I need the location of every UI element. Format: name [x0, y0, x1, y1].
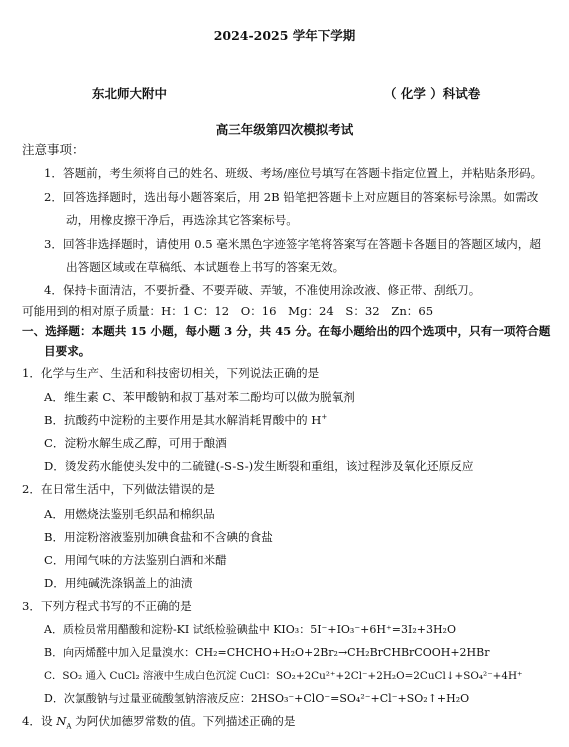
question-3-stem: 3．下列方程式书写的不正确的是: [22, 599, 192, 613]
question-1-option-b: [44, 412, 327, 428]
exam-title: 高三年级第四次模拟考试: [215, 122, 354, 137]
atomic-masses: 可能用到的相对原子质量：H：1 C：12 O：16 Mg：24 S：32 Zn：65: [22, 304, 434, 318]
avogadro-symbol: N: [56, 714, 67, 728]
question-2-stem: 2．在日常生活中，下列做法错误的是: [22, 482, 215, 496]
question-4-text: 为阿伏加德罗常数的值。下列描述正确的是: [71, 714, 296, 728]
avogadro-subscript: A: [66, 722, 72, 731]
question-2-option-c: C．用闻气味的方法鉴别白酒和米醋: [44, 553, 227, 567]
notice-item-1: 1．答题前，考生须将自己的姓名、班级、考场/座位号填写在答题卡指定位置上，并粘贴条形码。: [44, 166, 543, 180]
section-1-heading: 一、选择题：本题共 15 小题，每小题 3 分，共 45 分。在每小题给出的四个选项中，只有一项符合题: [22, 324, 551, 338]
question-3-option-b: B．向丙烯醛中加入足量溴水：CH₂=CHCHO+H₂O+2Br₂→CH₂BrCHBrCOOH+2HBr: [44, 646, 490, 659]
notice-title: 注意事项：: [22, 142, 85, 157]
notice-item-3: 3．回答非选择题时，请使用 0.5 毫米黑色字迹签字笔将答案写在答题卡各题目的答题区域内，超: [44, 237, 541, 251]
question-2-option-a: A．用燃烧法鉴别毛织品和棉织品: [44, 507, 215, 521]
question-2-option-d: D．用纯碱洗涤锅盖上的油渍: [44, 576, 193, 590]
term-title: 2024-2025 学年下学期: [213, 28, 356, 43]
question-3-option-d: D．次氯酸钠与过量亚硫酸氢钠溶液反应：2HSO₃⁻+ClO⁻=SO₄²⁻+Cl⁻+SO₂↑+H₂O: [44, 692, 470, 705]
notice-item-2: 2．回答选择题时，选出每小题答案后，用 2B 铅笔把答题卡上对应题目的答案标号涂黑。如需改: [44, 190, 539, 204]
notice-item-4: 4．保持卡面清洁，不要折叠、不要弄破、弄皱，不准使用涂改液、修正带、刮纸刀。: [44, 283, 481, 297]
question-1-stem: 1．化学与生产、生活和科技密切相关，下列说法正确的是: [22, 366, 320, 380]
school-name: 东北师大附中: [92, 86, 168, 101]
question-1-option-c: C．淀粉水解生成乙醇，可用于酿酒: [44, 436, 227, 450]
question-1-option-b-sup: +: [321, 413, 328, 422]
question-4-stem: [22, 713, 295, 729]
question-2-option-b: B．用淀粉溶液鉴别加碘食盐和不含碘的食盐: [44, 530, 273, 544]
question-1-option-b-text: B．抗酸药中淀粉的主要作用是其水解消耗胃酸中的 H: [44, 413, 322, 427]
question-1-option-a: A．维生素 C、苯甲酸钠和叔丁基对苯二酚均可以做为脱氧剂: [44, 390, 355, 404]
notice-item-2-cont: 动，用橡皮擦干净后，再选涂其它答案标号。: [66, 213, 298, 227]
question-3-option-a: A．质检员常用醋酸和淀粉-KI 试纸检验碘盐中 KIO₃：5I⁻+IO₃⁻+6H⁺=3I₂+3H₂O: [44, 623, 456, 636]
notice-item-3-cont: 出答题区域或在草稿纸、本试题卷上书写的答案无效。: [66, 260, 345, 274]
subject-title: （ 化学 ）科试卷: [384, 86, 481, 101]
question-4-number: 4．设: [22, 714, 57, 728]
question-1-option-d: D．烫发药水能使头发中的二硫键(-S-S-)发生断裂和重组，该过程涉及氧化还原反应: [44, 459, 474, 473]
question-3-option-c: C．SO₂ 通入 CuCl₂ 溶液中生成白色沉淀 CuCl：SO₂+2Cu²⁺+2Cl⁻+2H₂O=2CuCl↓+SO₄²⁻+4H⁺: [44, 670, 523, 682]
section-1-heading-cont: 目要求。: [44, 344, 91, 358]
